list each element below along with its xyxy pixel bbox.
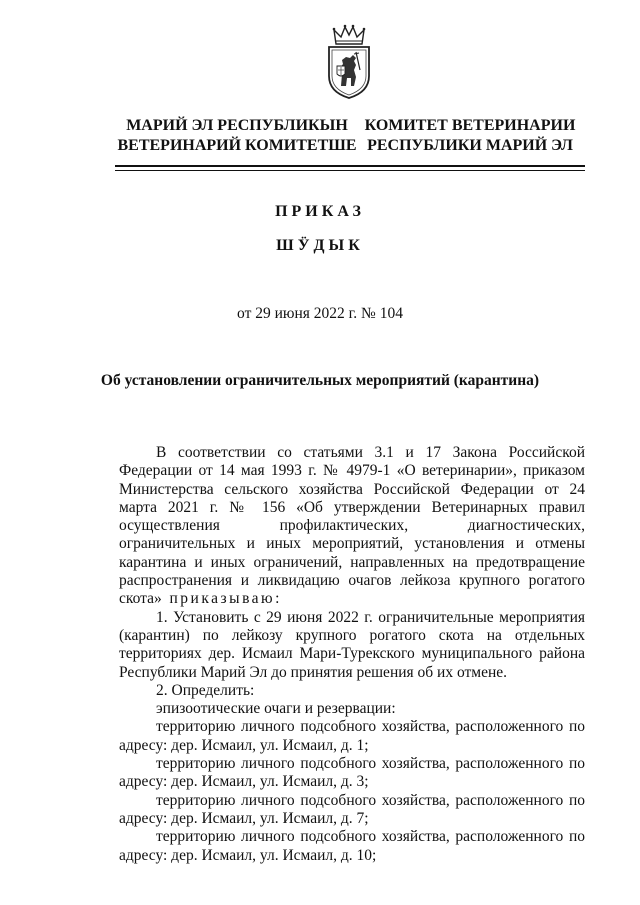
item-1-paragraph: 1. Установить с 29 июня 2022 г. ограничительные мероприятия (карантин) по лейкозу крупного рогатого скота на отдельных территориях дер. Исмаил Мари-Турекского муниципального района Республики Марий Эл до принятия решения об их отмене. <box>119 608 585 681</box>
header-divider-thin <box>115 170 585 171</box>
order-word: приказываю: <box>169 590 282 608</box>
header-right-line-2: РЕСПУБЛИКИ МАРИЙ ЭЛ <box>367 137 573 154</box>
header-issuer-mhr <box>112 116 362 156</box>
header-left-line-2: ВЕТЕРИНАРИЙ КОМИТЕТШЕ <box>117 137 357 154</box>
item-2-paragraph: 2. Определить: <box>156 681 255 699</box>
document-date-number: от 29 июня 2022 г. № 104 <box>237 305 403 322</box>
item-2-subheading: эпизоотические очаги и резервации: <box>156 700 396 718</box>
coat-of-arms-icon <box>323 22 375 100</box>
territory-item: территорию личного подсобного хозяйства, расположенного по адресу: дер. Исмаил, ул. Исмаил, д. 1; <box>119 718 585 754</box>
territory-item: территорию личного подсобного хозяйства, расположенного по адресу: дер. Исмаил, ул. Исмаил, д. 10; <box>119 828 585 864</box>
territory-item: территорию личного подсобного хозяйства, расположенного по адресу: дер. Исмаил, ул. Исмаил, д. 3; <box>119 755 585 791</box>
document-body <box>119 444 585 865</box>
preamble-text: В соответствии со статьями 3.1 и 17 Закона Российской Федерации от 14 мая 1993 г. № 4979-1 «О ветеринарии», приказом Министерства сельского хозяйства Российской Федерации от 24 марта 2021 г. № 156 «Об утверждении Ветеринарных правил осуществления профилактических, диагностических, ограничительных и иных мероприятий, установления и отмены карантина и иных ограничений, направленных на предотвращение распространения и ликвидацию очагов лейкоза крупного рогатого скота» <box>119 444 585 608</box>
header-divider <box>115 165 585 167</box>
header-issuer-ru <box>360 116 580 156</box>
document-type-ru: ПРИКАЗ <box>275 203 365 220</box>
header-right-line-1: КОМИТЕТ ВЕТЕРИНАРИИ <box>364 117 576 134</box>
document-type-mhr: ШӰДЫК <box>276 237 364 254</box>
header-left-line-1: МАРИЙ ЭЛ РЕСПУБЛИКЫН <box>126 117 348 134</box>
document-title: Об установлении ограничительных мероприятий (карантина) <box>100 372 540 389</box>
preamble-paragraph <box>119 444 585 609</box>
territory-item: территорию личного подсобного хозяйства, расположенного по адресу: дер. Исмаил, ул. Исмаил, д. 7; <box>119 791 585 827</box>
